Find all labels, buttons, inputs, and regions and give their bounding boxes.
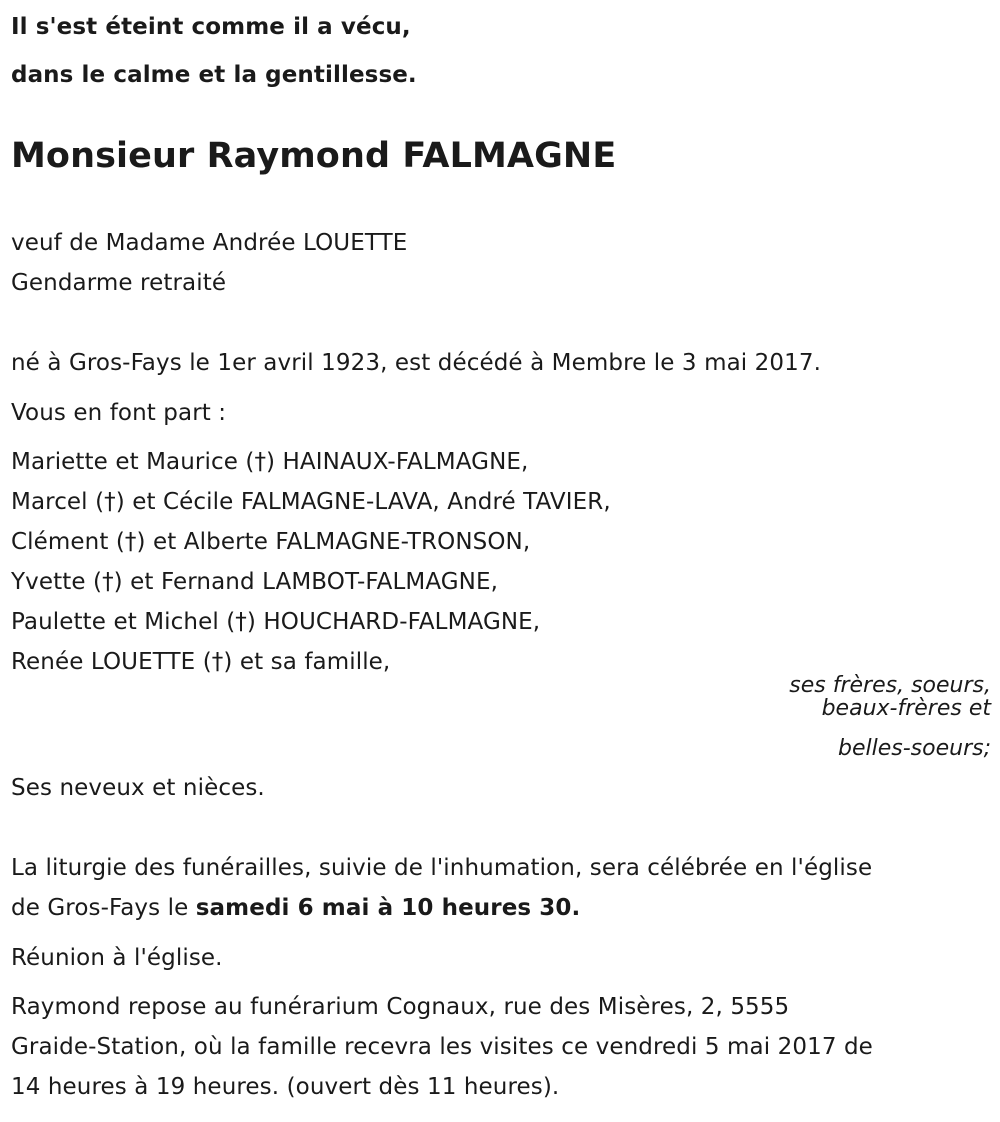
service-date: samedi 6 mai à 10 heures 30.: [195, 895, 581, 921]
family-line: Mariette et Maurice (†) HAINAUX-FALMAGNE,: [11, 449, 529, 475]
family-line: Yvette (†) et Fernand LAMBOT-FALMAGNE,: [11, 569, 499, 595]
epitaph-line-1: Il s'est éteint comme il a vécu,: [11, 14, 411, 40]
family-line: Renée LOUETTE (†) et sa famille,: [11, 649, 391, 675]
widower-text: veuf de Madame Andrée LOUETTE: [11, 230, 408, 256]
service-line-2: [11, 893, 580, 923]
relation-note-line-1: ses frères, soeurs,: [789, 673, 991, 698]
family-line: Marcel (†) et Cécile FALMAGNE-LAVA, André TAVIER,: [11, 489, 611, 515]
family-line: Paulette et Michel (†) HOUCHARD-FALMAGNE,: [11, 609, 541, 635]
family-line: Clément (†) et Alberte FALMAGNE-TRONSON,: [11, 529, 531, 555]
service-line-1: La liturgie des funérailles, suivie de l'inhumation, sera célébrée en l'église: [11, 855, 873, 881]
announce-intro: Vous en font part :: [11, 400, 227, 426]
profession-text: Gendarme retraité: [11, 270, 227, 296]
relation-note-line-3: belles-soeurs;: [838, 736, 991, 761]
epitaph-line-2: dans le calme et la gentillesse.: [11, 62, 417, 88]
relation-note-line-2: beaux-frères et: [821, 696, 991, 721]
deceased-name: Monsieur Raymond FALMAGNE: [11, 136, 617, 176]
visitation-line-1: Raymond repose au funérarium Cognaux, rue des Misères, 2, 5555: [11, 994, 790, 1020]
visitation-line-2: Graide-Station, où la famille recevra les visites ce vendredi 5 mai 2017 de: [11, 1034, 873, 1060]
nephews-text: Ses neveux et nièces.: [11, 775, 265, 801]
birth-death-text: né à Gros-Fays le 1er avril 1923, est décédé à Membre le 3 mai 2017.: [11, 350, 822, 376]
service-prefix: de Gros-Fays le: [11, 895, 196, 921]
meeting-text: Réunion à l'église.: [11, 945, 223, 971]
visitation-line-3: 14 heures à 19 heures. (ouvert dès 11 heures).: [11, 1074, 560, 1100]
